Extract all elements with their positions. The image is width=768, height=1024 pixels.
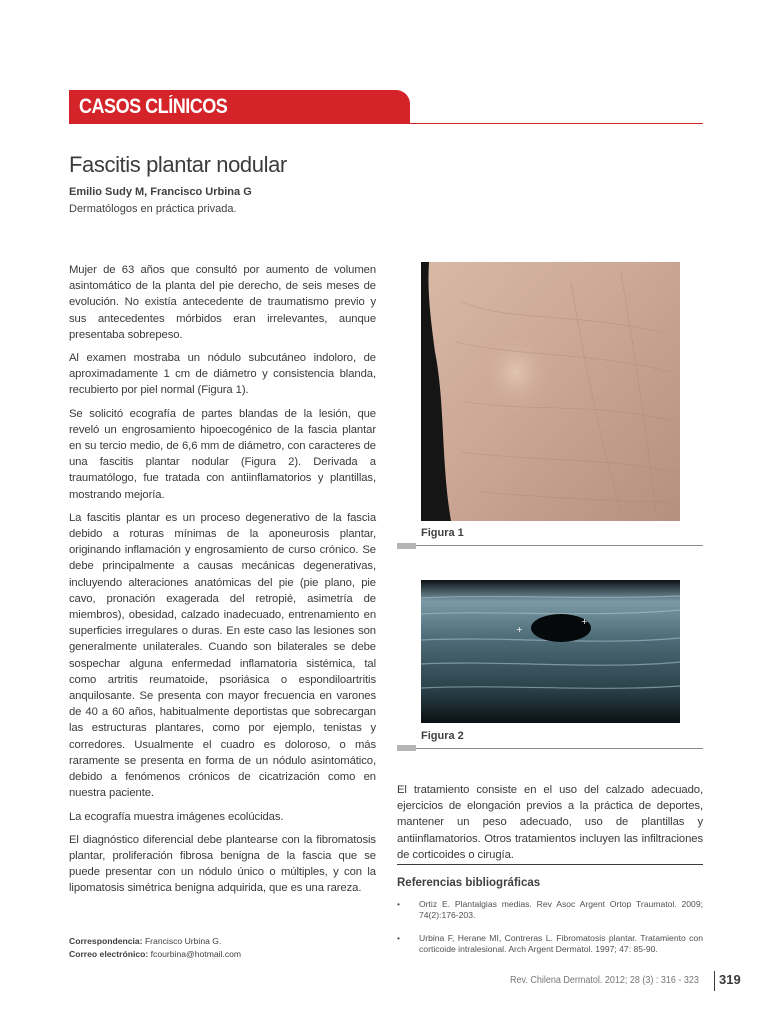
body-right-column (397, 782, 703, 870)
email-address: fcourbina@hotmail.com (150, 949, 242, 959)
correspondence-name: Francisco Urbina G. (144, 936, 222, 946)
journal-citation: Rev. Chilena Dermatol. 2012; 28 (3) : 316 - 323 (510, 975, 699, 986)
figure-1-rule (416, 545, 703, 546)
references-title: Referencias bibliográficas (397, 877, 541, 889)
reference-item (397, 899, 703, 921)
figure-1-caption: Figura 1 (421, 527, 464, 539)
svg-text:+: + (581, 617, 588, 626)
reference-text: Ortiz E. Plantalgias medias. Rev Asoc Argent Ortop Traumatol. 2009; 74(2):176-203. (419, 899, 703, 920)
footer-divider (714, 971, 715, 991)
figure-marker (397, 543, 416, 549)
body-left-column (69, 262, 376, 904)
figure-marker (397, 745, 416, 751)
section-label: CASOS CLÍNICOS (79, 95, 228, 118)
figure-2-caption: Figura 2 (421, 730, 464, 742)
bullet-icon: • (397, 899, 401, 909)
reference-text: Urbina F, Herane MI, Contreras L. Fibromatosis plantar. Tratamiento con corticoide intralesional. Arch Argent Dermatol. 1997; 47: 85-90. (419, 933, 703, 954)
email-label: Correo electrónico: (69, 949, 149, 959)
figure-2-image (421, 580, 680, 723)
email-line (69, 948, 241, 961)
figure-2-rule (416, 748, 703, 749)
correspondence-line (69, 935, 241, 948)
body-paragraph: El diagnóstico diferencial debe plantearse con la fibromatosis plantar, proliferación fibrosa benigna de la fascia que se puede presentar con un nódulo único o múltiples, y con la lipomatosis simétrica benigna adquirida, que es una rareza. (69, 833, 376, 895)
correspondence-block (69, 935, 241, 961)
ultrasound-scan (421, 580, 680, 723)
body-paragraph: Se solicitó ecografía de partes blandas de la lesión, que reveló un engrosamiento hipoecogénico de la fascia plantar en su tercio medio, de 6,6 mm de diámetro, con caracteres de una fascitis plantar nodular (Figura 2). Derivada a traumatólogo, fue tratada con antiinflamatorios y plantillas, mostrando mejoría. (69, 407, 376, 501)
article-affiliation: Dermatólogos en práctica privada. (69, 203, 237, 215)
foot-sole-photo (421, 262, 680, 521)
body-paragraph: Mujer de 63 años que consultó por aumento de volumen asintomático de la planta del pie derecho, de seis meses de evolución. No existía antecedente de traumatismo previo y sus antecedentes mórbidos eran irrelevantes, aunque presentaba sobrepeso. (69, 264, 376, 341)
article-title: Fascitis plantar nodular (69, 152, 287, 177)
bullet-icon: • (397, 933, 401, 943)
references-list (397, 899, 703, 967)
body-paragraph: La ecografía muestra imágenes ecolúcidas. (69, 810, 284, 823)
figure-1-image (421, 262, 680, 521)
body-paragraph: Al examen mostraba un nódulo subcutáneo indoloro, de aproximadamente 1 cm de diámetro y consistencia blanda, recubierto por piel normal (Figura 1). (69, 352, 376, 397)
body-paragraph: El tratamiento consiste en el uso del calzado adecuado, ejercicios de elongación previos a la práctica de deportes, mantener un peso adecuado, uso de plantillas y antiinflamatorios. Otros tratamientos incluyen las infiltraciones de corticoides o cirugía. (397, 784, 703, 861)
page-number: 319 (719, 972, 741, 987)
reference-item (397, 933, 703, 955)
references-divider (397, 864, 703, 865)
body-paragraph: La fascitis plantar es un proceso degenerativo de la fascia debido a roturas mínimas de la aponeurosis plantar, originando inflamación y engrosamiento de curso crónico. Se debe principalmente a causas mecánicas degenerativas, incluyendo alteraciones anatómicas del pie (pie plano, pie cavo, pronación exagerada del retropié, asimetría de miembros), obesidad, calzado inadecuado, entrenamiento en superficies irregulares o duras. En este caso las lesiones son generalmente unilaterales. Cuando son bilaterales se debe sospechar alguna enfermedad inflamatoria sistémica, tal como artritis reumatoide, psoriásica o espondiloartritis anquilosante. Se presenta con mayor frecuencia en varones de 40 a 60 años, habitualmente deportistas que sobrecargan las estructuras plantares, como por ejemplo, tenistas y corredores. Usualmente el cuadro es doloroso, o más raramente se presenta en forma de un nódulo asintomático, debido a fenómenos crónicos de cicatrización como en nuestra paciente. (69, 511, 376, 800)
correspondence-label: Correspondencia: (69, 936, 143, 946)
section-divider (410, 123, 703, 124)
svg-text:+: + (516, 625, 523, 634)
article-authors: Emilio Sudy M, Francisco Urbina G (69, 186, 252, 198)
